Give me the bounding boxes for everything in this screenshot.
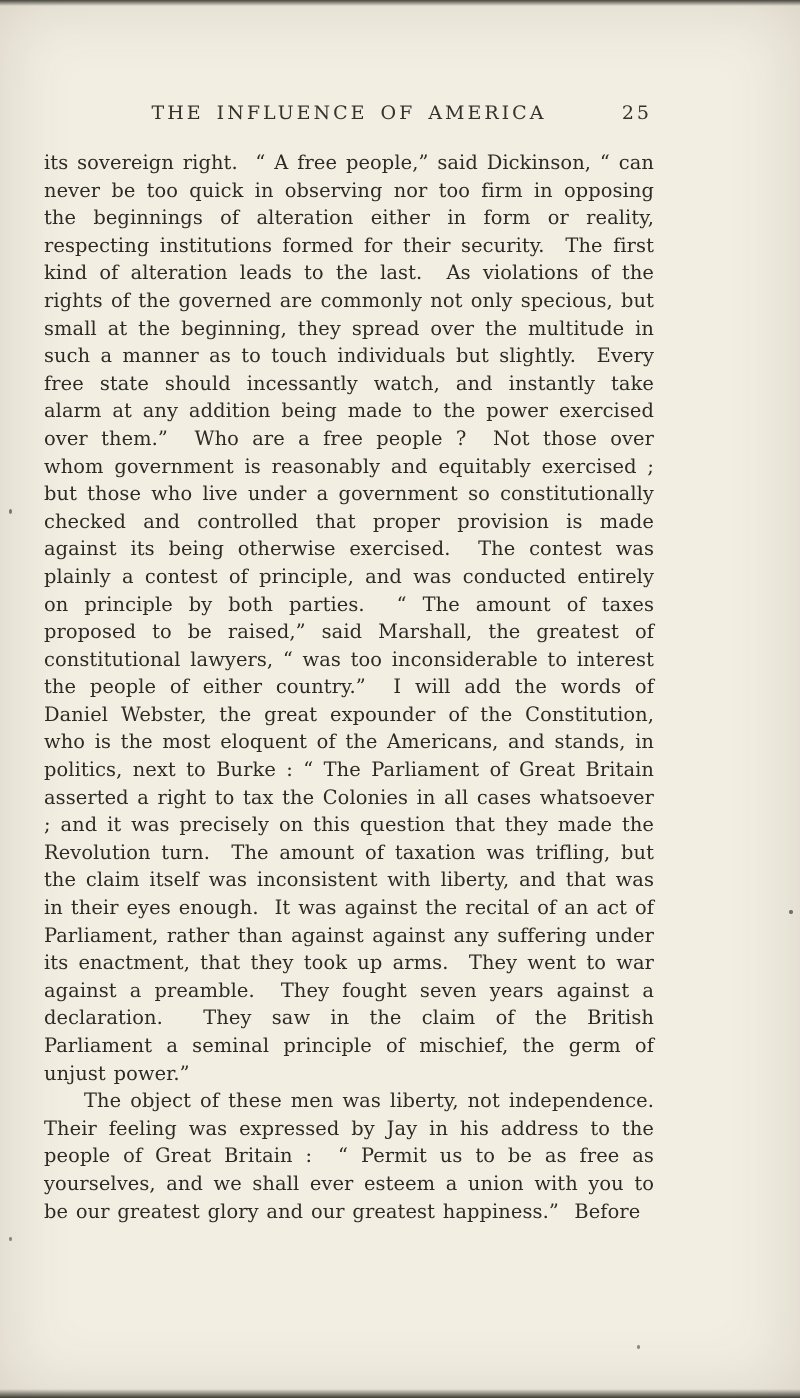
page-header	[44, 102, 654, 128]
text-block	[44, 149, 670, 1225]
scan-edge-top	[0, 0, 800, 6]
paragraph-2: The object of these men was liberty, not independence. Their feeling was expressed by Jay in his address to the people of Great Britain : “ Permit us to be as free as yourselves, and we shall ever esteem a union with you to be our greatest glory and our greatest happiness.” Before	[44, 1089, 670, 1223]
scan-edge-bottom	[0, 1389, 800, 1398]
paragraph-1: its sovereign right. “ A free people,” said Dickinson, “ can never be too quick in observing nor too firm in opposing the beginnings of alteration either in form or reality, respecting institutions formed for their security. The first kind of alteration leads to the last. As violations of the rights of the governed are commonly not only specious, but small at the beginning, they spread over the multitude in such a manner as to touch individuals but slightly. Every free state should incessantly watch, and instantly take alarm at any addition being made to the power exercised over them.” Who are a free people ? Not those over whom government is reasonably and equitably exercised ; but those who live under a government so constitutionally checked and controlled that proper provision is made against its being otherwise exercised. The contest was plainly a contest of principle, and was conducted entirely on principle by both parties. “ The amount of taxes proposed to be raised,” said Marshall, the greatest of constitutional lawyers, “ was too inconsiderable to interest the people of either country.” I will add the words of Daniel Webster, the great expounder of the Constitution, who is the most eloquent of the Americans, and stands, in politics, next to Burke : “ The Parliament of Great Britain asserted a right to tax the Colonies in all cases whatsoever ; and it was precisely on this question that they made the Revolution turn. The amount of taxation was trifling, but the claim itself was inconsistent with liberty, and that was in their eyes enough. It was against the recital of an act of Parliament, rather than against against any suffering under its enactment, that they took up arms. They went to war against a preamble. They fought seven years against a declaration. They saw in the claim of the British Parliament a seminal principle of mischief, the germ of unjust power.”	[44, 151, 662, 1085]
scan-artifact	[637, 1345, 640, 1349]
scan-artifact	[9, 509, 12, 514]
scan-artifact	[9, 1237, 12, 1241]
page-number: 25	[621, 102, 652, 124]
page-title: THE INFLUENCE OF AMERICA	[151, 102, 547, 124]
scan-artifact	[789, 910, 793, 914]
